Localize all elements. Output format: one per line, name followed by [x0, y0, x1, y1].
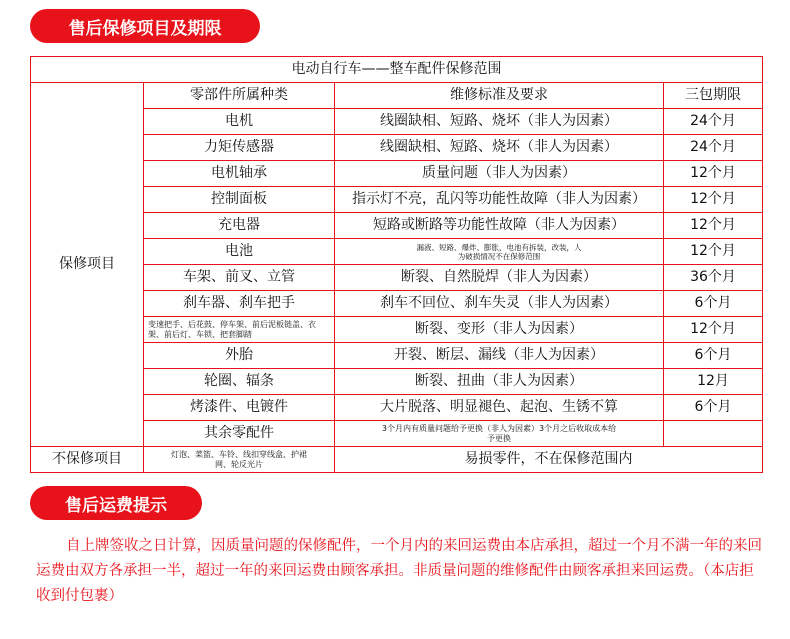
- part-cell: 车架、前叉、立管: [144, 265, 335, 291]
- part-cell: 充电器: [144, 213, 335, 239]
- group-non-warranty-label: 不保修项目: [31, 447, 144, 473]
- period-cell: 12个月: [664, 161, 763, 187]
- standard-cell: 断裂、扭曲（非人为因素）: [335, 369, 664, 395]
- period-cell: 12个月: [664, 213, 763, 239]
- period-cell: 6个月: [664, 291, 763, 317]
- standard-cell: 质量问题（非人为因素）: [335, 161, 664, 187]
- standard-cell: 刹车不回位、刹车失灵（非人为因素）: [335, 291, 664, 317]
- shipping-notice: 自上牌签收之日计算，因质量问题的保修配件，一个月内的来回运费由本店承担，超过一个月不满一年的来回运费由双方各承担一半，超过一年的来回运费由顾客承担。非质量问题的维修配件由顾客承担来回运费。（本店拒收到付包裹）: [36, 538, 762, 604]
- period-cell: 24个月: [664, 109, 763, 135]
- standard-cell: 漏液、短路、爆炸、膨胀，电池有拆装，改装，人为破损情况不在保修范围: [335, 239, 664, 265]
- header-standard: 维修标准及要求: [335, 83, 664, 109]
- standard-cell: 线圈缺相、短路、烧坏（非人为因素）: [335, 135, 664, 161]
- part-cell: 力矩传感器: [144, 135, 335, 161]
- non-warranty-row: [31, 447, 763, 473]
- standard-cell: 断裂、变形（非人为因素）: [335, 317, 664, 343]
- part-cell: 烤漆件、电镀件: [144, 395, 335, 421]
- period-cell: 24个月: [664, 135, 763, 161]
- standard-cell: 易损零件，不在保修范围内: [335, 447, 763, 473]
- period-cell: 6个月: [664, 343, 763, 369]
- standard-cell: 开裂、断层、漏线（非人为因素）: [335, 343, 664, 369]
- standard-cell: 3个月内有质量问题给予更换（非人为因素）3个月之后收取成本给予更换: [335, 421, 664, 447]
- part-cell: 其余零配件: [144, 421, 335, 447]
- period-cell: 12月: [664, 369, 763, 395]
- part-cell: 电池: [144, 239, 335, 265]
- period-cell: 12个月: [664, 239, 763, 265]
- table-caption: 电动自行车——整车配件保修范围: [31, 57, 763, 83]
- header-period: 三包期限: [664, 83, 763, 109]
- warranty-section-title: 售后保修项目及期限: [30, 9, 260, 43]
- header-part: 零部件所属种类: [144, 83, 335, 109]
- part-cell: 轮圈、辐条: [144, 369, 335, 395]
- part-cell: 灯泡、菜篮、车铃、线扣穿线盒、护裙网、轮反光片: [144, 447, 335, 473]
- warranty-table: [30, 56, 763, 473]
- period-cell: 36个月: [664, 265, 763, 291]
- group-warranty-label: 保修项目: [31, 83, 144, 447]
- part-cell: 变速把手、后花鼓、停车架、前后泥板链盖、衣架、前后灯、车锁、把套脚踏: [144, 317, 335, 343]
- standard-cell: 线圈缺相、短路、烧坏（非人为因素）: [335, 109, 664, 135]
- standard-cell: 大片脱落、明显褪色、起泡、生锈不算: [335, 395, 664, 421]
- standard-cell: 断裂、自然脱焊（非人为因素）: [335, 265, 664, 291]
- part-cell: 电机轴承: [144, 161, 335, 187]
- part-cell: 刹车器、刹车把手: [144, 291, 335, 317]
- period-cell: 6个月: [664, 395, 763, 421]
- period-cell: 12个月: [664, 187, 763, 213]
- part-cell: 电机: [144, 109, 335, 135]
- part-cell: 控制面板: [144, 187, 335, 213]
- period-cell: [664, 421, 763, 447]
- standard-cell: 指示灯不亮，乱闪等功能性故障（非人为因素）: [335, 187, 664, 213]
- part-cell: 外胎: [144, 343, 335, 369]
- period-cell: 12个月: [664, 317, 763, 343]
- shipping-section-title: 售后运费提示: [30, 486, 202, 520]
- table-header-row: [31, 83, 763, 109]
- standard-cell: 短路或断路等功能性故障（非人为因素）: [335, 213, 664, 239]
